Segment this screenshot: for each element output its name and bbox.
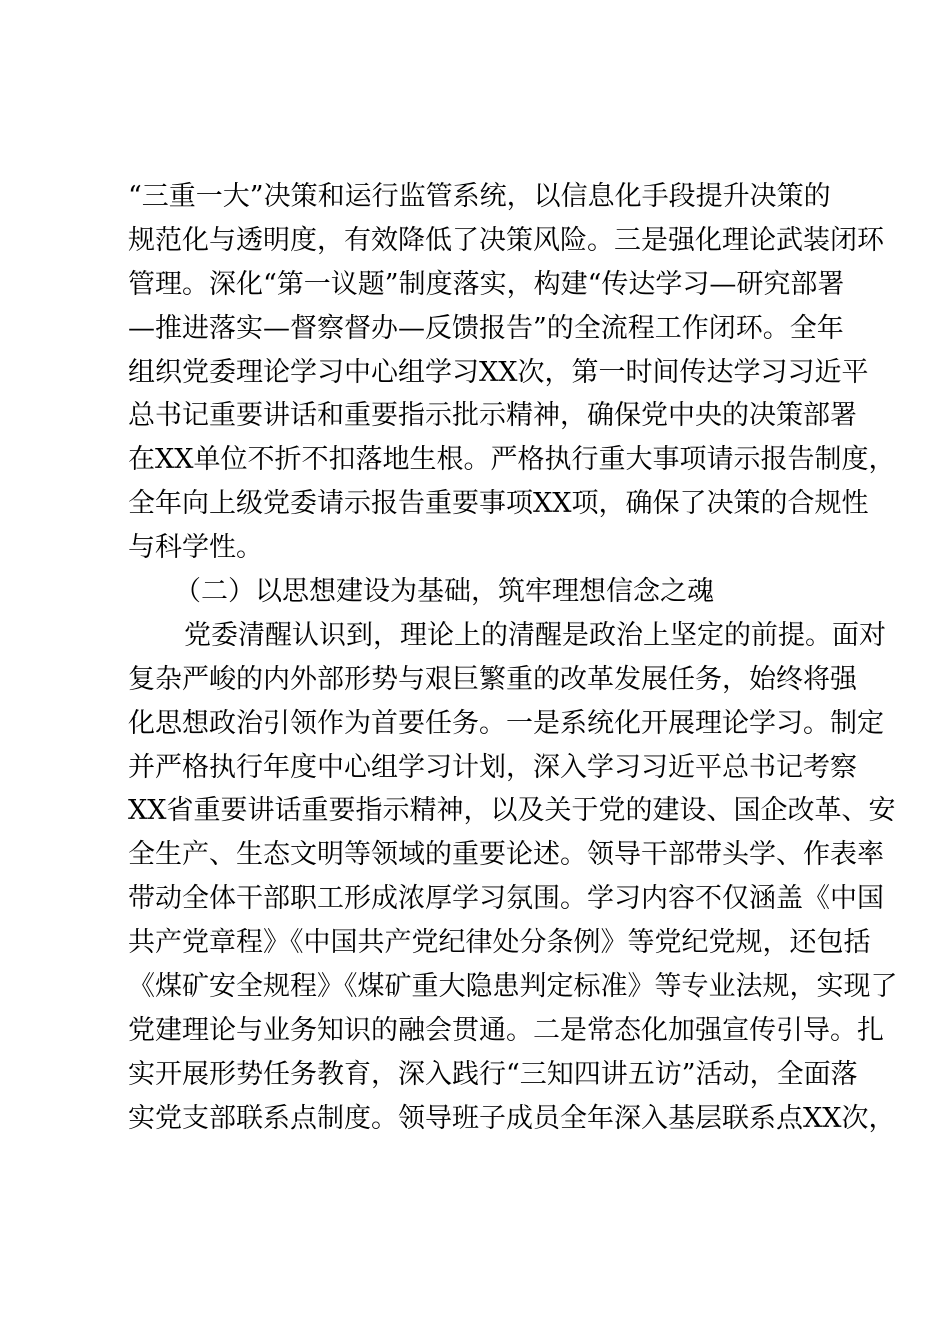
text-line: 管理。深化“第一议题”制度落实，构建“传达学习—研究部署 [128,268,845,300]
document-page [128,175,898,1141]
text-line: 实党支部联系点制度。领导班子成员全年深入基层联系点XX次， [128,1102,896,1134]
text-line: 与科学性。 [128,532,263,564]
text-line: 全生产、生态文明等领域的重要论述。领导干部带头学、作表率 [128,839,884,871]
text-line: “三重一大”决策和运行监管系统，以信息化手段提升决策的 [128,181,831,212]
text-line: XX省重要讲话重要指示精神，以及关于党的建设、国企改革、安 [128,795,896,827]
text-line: 党建理论与业务知识的融会贯通。二是常态化加强宣传引导。扎 [128,1014,884,1046]
paragraph-1 [128,175,896,570]
text-line: 化思想政治引领作为首要任务。一是系统化开展理论学习。制定 [128,707,884,739]
text-line: 组织党委理论学习中心组学习XX次，第一时间传达学习习近平 [128,356,869,388]
text-line: 并严格执行年度中心组学习计划，深入学习习近平总书记考察 [128,751,857,783]
text-line: 带动全体干部职工形成浓厚学习氛围。学习内容不仅涵盖《中国 [128,883,884,915]
text-line: 规范化与透明度，有效降低了决策风险。三是强化理论武装闭环 [128,224,884,256]
text-line: 实开展形势任务教育，深入践行“三知四讲五访”活动，全面落 [128,1058,858,1090]
text-line: —推进落实—督察督办—反馈报告”的全流程工作闭环。全年 [128,312,844,344]
text-line: 共产党章程》《中国共产党纪律处分条例》等党纪党规，还包括 [128,927,871,959]
section-heading: （二）以思想建设为基础，筑牢理想信念之魂 [174,576,714,608]
text-line: 总书记重要讲话和重要指示批示精神，确保党中央的决策部署 [128,400,857,432]
text-line: 党委清醒认识到，理论上的清醒是政治上坚定的前提。面对 [184,619,886,651]
text-line: 复杂严峻的内外部形势与艰巨繁重的改革发展任务，始终将强 [128,663,857,695]
text-line: 在XX单位不折不扣落地生根。严格执行重大事项请示报告制度， [128,444,896,476]
paragraph-2 [128,614,898,1141]
text-line: 全年向上级党委请示报告重要事项XX项，确保了决策的合规性 [128,488,869,520]
text-line: 《煤矿安全规程》《煤矿重大隐患判定标准》等专业法规，实现了 [128,971,898,1003]
